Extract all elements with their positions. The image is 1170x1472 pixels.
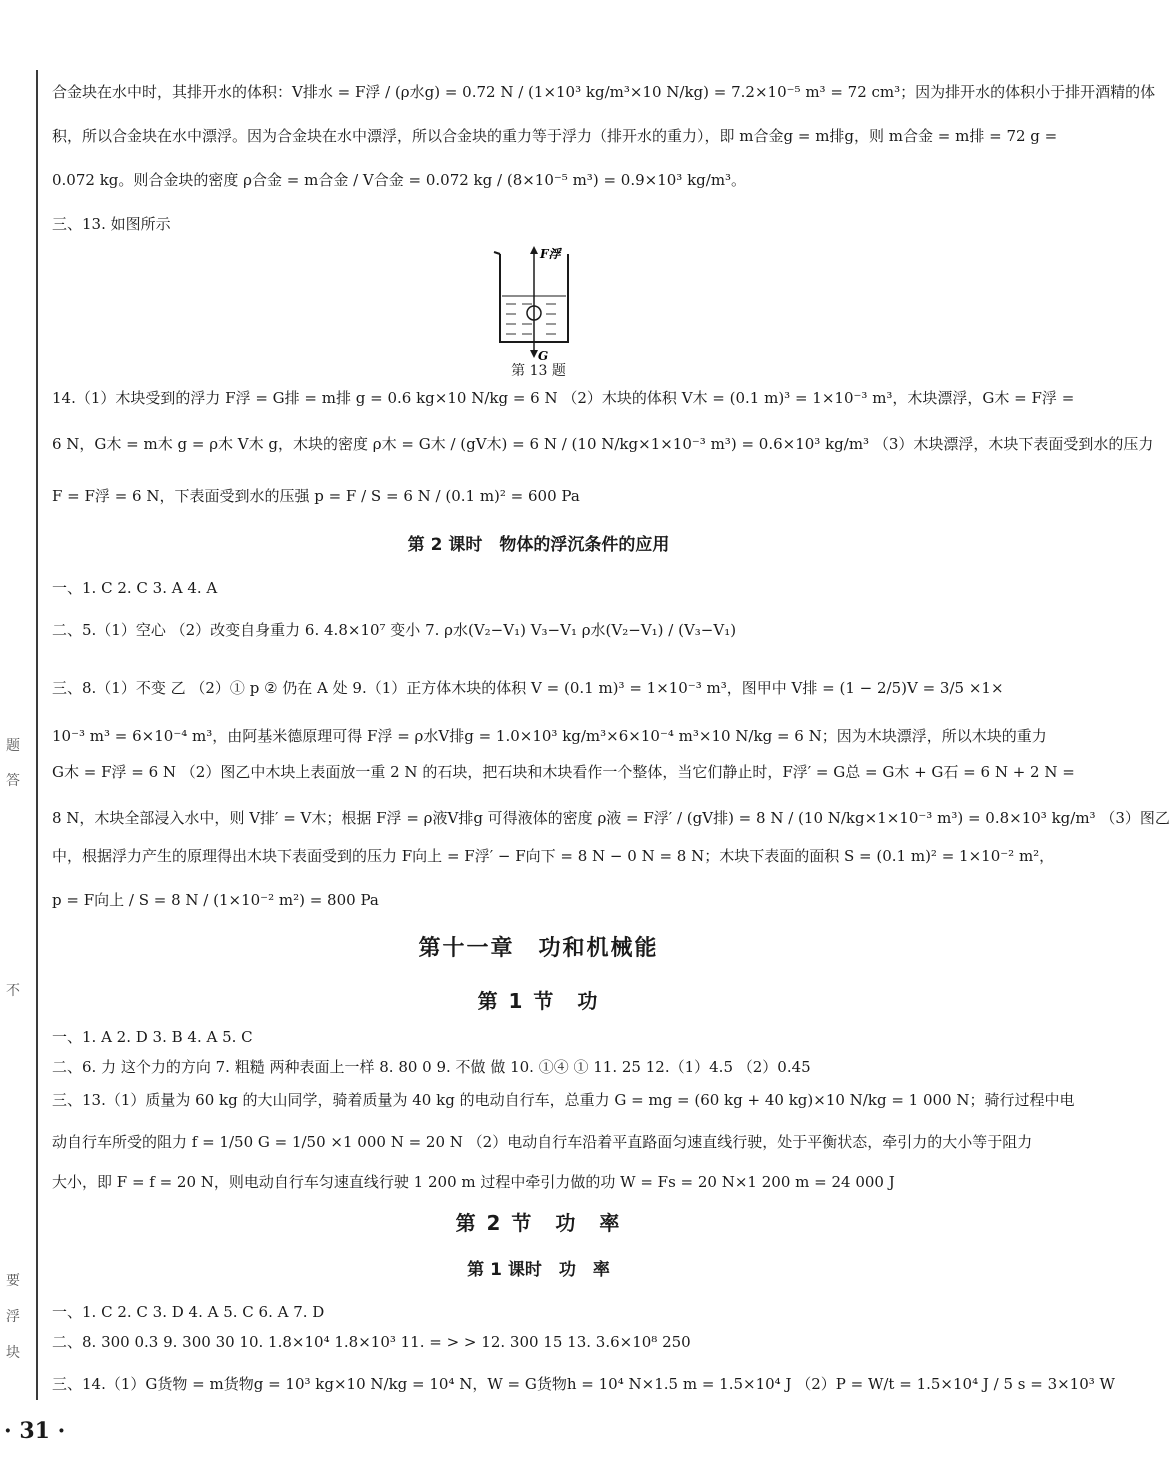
answer-line: 积，所以合金块在水中漂浮。因为合金块在水中漂浮，所以合金块的重力等于浮力（排开水的重力），即 m合金g = m排g，则 m合金 = m排 = 72 g = bbox=[52, 127, 1058, 145]
beaker-force-diagram bbox=[492, 244, 582, 362]
answer-line: 一、1. C 2. C 3. D 4. A 5. C 6. A 7. D bbox=[52, 1303, 325, 1321]
page-number: · 31 · bbox=[4, 1418, 66, 1444]
figure-caption: 第 13 题 bbox=[511, 363, 566, 379]
answer-line: 合金块在水中时，其排开水的体积：V排水 = F浮 / (ρ水g) = 0.72 N / (1×10³ kg/m³×10 N/kg) = 7.2×10⁻⁵ m³ = 72 cm³；因为排开水的体积小于排开酒精的体 bbox=[52, 83, 1156, 101]
answer-line: F = F浮 = 6 N，下表面受到水的压强 p = F / S = 6 N / (0.1 m)² = 600 Pa bbox=[52, 487, 580, 505]
margin-mark: 题 bbox=[6, 738, 20, 754]
label-gravity: G bbox=[538, 349, 549, 363]
answer-line: 二、6. 力 这个力的方向 7. 粗糙 两种表面上一样 8. 80 0 9. 不做 做 10. ①④ ① 11. 25 12.（1）4.5 （2）0.45 bbox=[52, 1058, 811, 1076]
answer-line: 一、1. A 2. D 3. B 4. A 5. C bbox=[52, 1028, 253, 1046]
answer-line: 0.072 kg。则合金块的密度 ρ合金 = m合金 / V合金 = 0.072 kg / (8×10⁻⁵ m³) = 0.9×10³ kg/m³。 bbox=[52, 171, 747, 189]
answer-line: p = F向上 / S = 8 N / (1×10⁻² m²) = 800 Pa bbox=[52, 891, 379, 909]
answer-line: 三、13.（1）质量为 60 kg 的大山同学，骑着质量为 40 kg 的电动自行车，总重力 G = mg = (60 kg + 40 kg)×10 N/kg = 1 000 N；骑行过程中电 bbox=[52, 1091, 1075, 1109]
answer-line: 三、14.（1）G货物 = m货物g = 10³ kg×10 N/kg = 10⁴ N，W = G货物h = 10⁴ N×1.5 m = 1.5×10⁴ J （2）P = W/t = 1.5×10⁴ J / 5 s = 3×10³ W bbox=[52, 1375, 1115, 1393]
margin-mark: 不 bbox=[6, 983, 20, 999]
answer-line: G木 = F浮 = 6 N （2）图乙中木块上表面放一重 2 N 的石块，把石块和木块看作一个整体，当它们静止时，F浮′ = G总 = G木 + G石 = 6 N + 2 N = bbox=[52, 763, 1075, 781]
binding-margin-rule bbox=[36, 70, 38, 1400]
section-title: 第 2 节 功 率 bbox=[455, 1211, 622, 1235]
answer-line: 三、8.（1）不变 乙 （2）① p ② 仍在 A 处 9.（1）正方体木块的体积 V = (0.1 m)³ = 1×10⁻³ m³，图甲中 V排 = (1 − 2/5)V = 3/5 ×1× bbox=[52, 679, 1004, 697]
answer-line: 三、13. 如图所示 bbox=[52, 215, 171, 233]
margin-mark: 浮 bbox=[6, 1309, 20, 1325]
section-title: 第 1 节 功 bbox=[477, 989, 600, 1013]
answer-line: 大小，即 F = f = 20 N，则电动自行车匀速直线行驶 1 200 m 过程中牵引力做的功 W = Fs = 20 N×1 200 m = 24 000 J bbox=[52, 1173, 895, 1191]
answer-line: 二、8. 300 0.3 9. 300 30 10. 1.8×10⁴ 1.8×10³ 11. = > > 12. 300 15 13. 3.6×10⁸ 250 bbox=[52, 1333, 691, 1351]
answer-line: 中，根据浮力产生的原理得出木块下表面受到的压力 F向上 = F浮′ − F向下 = 8 N − 0 N = 8 N；木块下表面的面积 S = (0.1 m)² = 1×10⁻² m²， bbox=[52, 847, 1055, 865]
answer-line: 10⁻³ m³ = 6×10⁻⁴ m³，由阿基米德原理可得 F浮 = ρ水V排g = 1.0×10³ kg/m³×6×10⁻⁴ m³×10 N/kg = 6 N；因为木块漂浮，所以木块的重力 bbox=[52, 727, 1047, 745]
margin-mark: 要 bbox=[6, 1273, 20, 1289]
lesson-heading: 第 1 课时 功 率 bbox=[467, 1260, 610, 1280]
answer-line: 动自行车所受的阻力 f = 1/50 G = 1/50 ×1 000 N = 20 N （2）电动自行车沿着平直路面匀速直线行驶，处于平衡状态，牵引力的大小等于阻力 bbox=[52, 1133, 1033, 1151]
chapter-title: 第十一章 功和机械能 bbox=[418, 936, 659, 961]
lesson-heading: 第 2 课时 物体的浮沉条件的应用 bbox=[407, 535, 670, 555]
answer-line: 6 N，G木 = m木 g = ρ木 V木 g，木块的密度 ρ木 = G木 / (gV木) = 6 N / (10 N/kg×1×10⁻³ m³) = 0.6×10³ kg/m³ （3）木块漂浮，木块下表面受到水的压力 bbox=[52, 435, 1154, 453]
answer-line: 二、5.（1）空心 （2）改变自身重力 6. 4.8×10⁷ 变小 7. ρ水(V₂−V₁) V₃−V₁ ρ水(V₂−V₁) / (V₃−V₁) bbox=[52, 621, 737, 639]
answer-line: 8 N，木块全部浸入水中，则 V排′ = V木；根据 F浮 = ρ液V排g 可得液体的密度 ρ液 = F浮′ / (gV排) = 8 N / (10 N/kg×1×10⁻³ m³) = 0.8×10³ kg/m³ （3）图乙 bbox=[52, 809, 1170, 827]
answer-line: 一、1. C 2. C 3. A 4. A bbox=[52, 579, 218, 597]
margin-mark: 块 bbox=[6, 1345, 20, 1361]
label-buoyant-force: F浮 bbox=[540, 247, 561, 261]
margin-mark: 答 bbox=[6, 773, 20, 789]
answer-line: 14.（1）木块受到的浮力 F浮 = G排 = m排 g = 0.6 kg×10 N/kg = 6 N （2）木块的体积 V木 = (0.1 m)³ = 1×10⁻³ m³，木块漂浮，G木 = F浮 = bbox=[52, 389, 1075, 407]
